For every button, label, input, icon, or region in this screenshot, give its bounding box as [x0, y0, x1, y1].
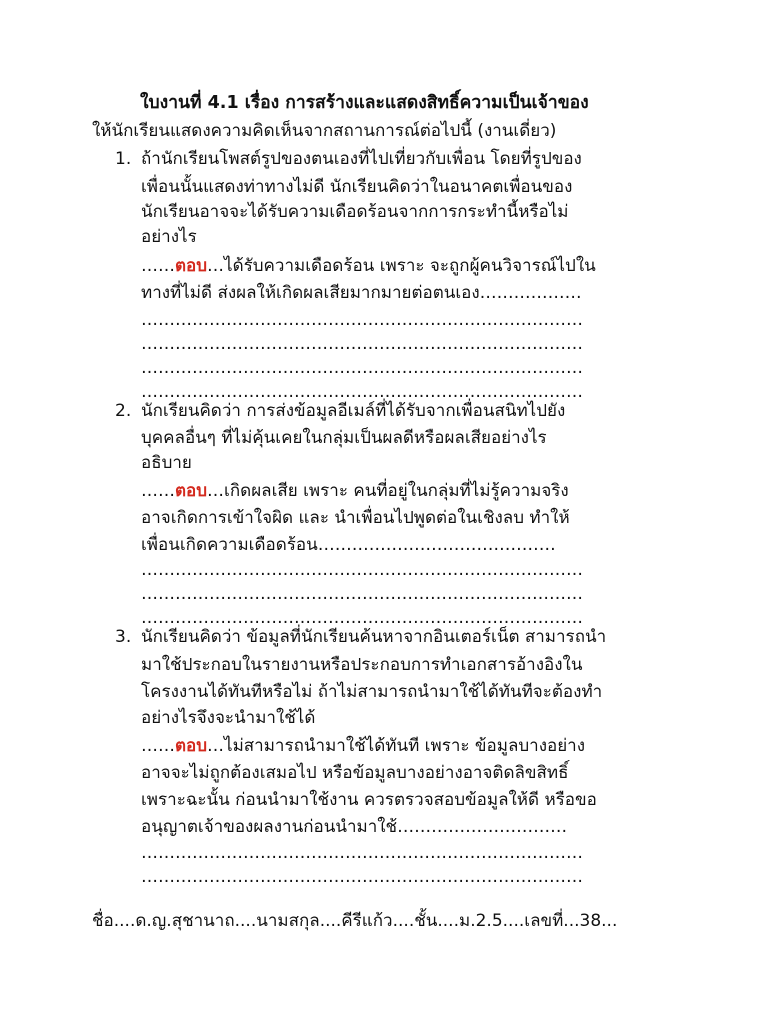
dotted-line: …………………………………………………………………… — [141, 843, 583, 863]
question-number: 3. — [115, 627, 132, 647]
answer-3-line-1: ……ตอบ…ไม่สามารถนำมาใช้ได้ทันที เพราะ ข้อมูลบางอย่าง — [141, 736, 586, 756]
question-number: 2. — [115, 401, 132, 421]
question-3-line-2: มาใช้ประกอบในรายงานหรือประกอบการทำเอกสารอ้างอิงใน — [141, 655, 583, 675]
question-3-line-4: อย่างไรจึงจะนำมาใช้ได้ — [141, 708, 316, 728]
answer-label: ตอบ — [175, 481, 208, 501]
dotted-line: …………………………………………………………………… — [141, 334, 583, 354]
question-1-line-4: อย่างไร — [141, 227, 197, 247]
answer-1-line-1: ……ตอบ…ได้รับความเดือดร้อน เพราะ จะถูกผู้คนวิจารณ์ไปใน — [141, 256, 596, 276]
answer-label: ตอบ — [175, 256, 208, 276]
dotted-line: …………………………………………………………………… — [141, 584, 583, 604]
dotted-line: …………………………………………………………………… — [141, 867, 583, 887]
answer-2-line-2: อาจเกิดการเข้าใจผิด และ นำเพื่อนไปพูดต่อในเชิงลบ ทำให้ — [141, 508, 570, 528]
question-1-line-2: เพื่อนนั้นแสดงท่าทางไม่ดี นักเรียนคิดว่าในอนาคตเพื่อนของ — [141, 177, 573, 197]
question-3-line-3: โครงงานได้ทันทีหรือไม่ ถ้าไม่สามารถนำมาใช้ได้ทันทีจะต้องทำ — [141, 682, 603, 702]
question-2-line-3: อธิบาย — [141, 453, 192, 473]
question-3-line-1: 3. นักเรียนคิดว่า ข้อมูลที่นักเรียนค้นหาจากอินเตอร์เน็ต สามารถนำ — [115, 627, 607, 647]
student-info-footer: ชื่อ....ด.ญ.สุชานาถ....นามสกุล....คีรีแก้ว....ชั้น....ม.2.5....เลขที่...38... — [92, 911, 618, 931]
answer-2-line-1: ……ตอบ…เกิดผลเสีย เพราะ คนที่อยู่ในกลุ่มที่ไม่รู้ความจริง — [141, 481, 569, 501]
answer-label: ตอบ — [175, 736, 208, 756]
answer-1-line-2: ทางที่ไม่ดี ส่งผลให้เกิดผลเสียมากมายต่อตนเอง……………… — [141, 283, 582, 303]
instruction-text: ให้นักเรียนแสดงความคิดเห็นจากสถานการณ์ต่อไปนี้ (งานเดี่ยว) — [92, 121, 557, 141]
question-2-line-1: 2. นักเรียนคิดว่า การส่งข้อมูลอีเมล์ที่ได้รับจากเพื่อนสนิทไปยัง — [115, 401, 566, 421]
dotted-line: …………………………………………………………………… — [141, 608, 583, 628]
dotted-line: …………………………………………………………………… — [141, 358, 583, 378]
answer-3-line-2: อาจจะไม่ถูกต้องเสมอไป หรือข้อมูลบางอย่างอาจติดลิขสิทธิ์ — [141, 763, 569, 783]
worksheet-title: ใบงานที่ 4.1 เรื่อง การสร้างและแสดงสิทธิ์ความเป็นเจ้าของ — [140, 93, 589, 113]
answer-3-line-4: อนุญาตเจ้าของผลงานก่อนนำมาใช้………………………… — [141, 817, 568, 837]
question-2-line-2: บุคคลอื่นๆ ที่ไม่คุ้นเคยในกลุ่มเป็นผลดีหรือผลเสียอย่างไร — [141, 428, 547, 448]
dotted-line: …………………………………………………………………… — [141, 382, 583, 402]
dotted-line: …………………………………………………………………… — [141, 560, 583, 580]
dotted-line: …………………………………………………………………… — [141, 310, 583, 330]
question-number: 1. — [115, 149, 132, 169]
question-1-line-3: นักเรียนอาจจะได้รับความเดือดร้อนจากการกระทำนี้หรือไม่ — [141, 202, 569, 222]
question-1-line-1: 1. ถ้านักเรียนโพสต์รูปของตนเองที่ไปเที่ยวกับเพื่อน โดยที่รูปของ — [115, 149, 582, 169]
answer-3-line-3: เพราะฉะนั้น ก่อนนำมาใช้งาน ควรตรวจสอบข้อมูลให้ดี หรือขอ — [141, 790, 597, 810]
answer-2-line-3: เพื่อนเกิดความเดือดร้อน…………………………………… — [141, 535, 556, 555]
